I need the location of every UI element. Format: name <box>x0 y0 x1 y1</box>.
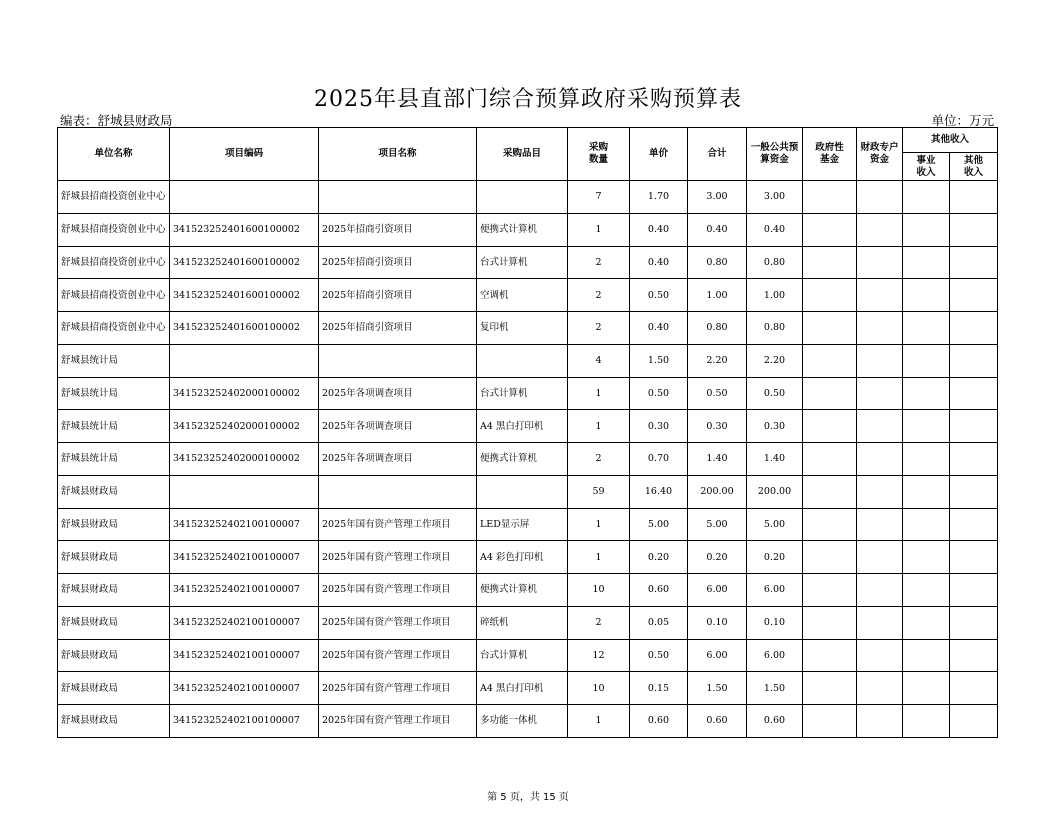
cell-business-income <box>903 508 950 541</box>
col-unit-price: 单价 <box>630 128 688 181</box>
cell-unit-price: 0.40 <box>630 312 688 345</box>
cell-gov-fund <box>803 541 857 574</box>
cell-other-income <box>950 246 998 279</box>
cell-gov-fund <box>803 181 857 214</box>
cell-business-income <box>903 672 950 705</box>
cell-general-budget: 0.80 <box>747 246 803 279</box>
cell-total: 6.00 <box>688 574 747 607</box>
cell-general-budget: 0.30 <box>747 410 803 443</box>
table-row <box>58 639 998 672</box>
cell-business-income <box>903 705 950 738</box>
table-row <box>58 508 998 541</box>
cell-special-account <box>857 541 903 574</box>
cell-project-name <box>319 181 477 214</box>
cell-special-account <box>857 344 903 377</box>
cell-gov-fund <box>803 574 857 607</box>
cell-project-name: 2025年招商引资项目 <box>319 312 477 345</box>
cell-unit-price: 0.60 <box>630 574 688 607</box>
cell-procurement-item: 便携式计算机 <box>477 213 568 246</box>
col-project-code: 项目编码 <box>170 128 319 181</box>
cell-project-name: 2025年招商引资项目 <box>319 213 477 246</box>
cell-total: 6.00 <box>688 639 747 672</box>
cell-total: 0.20 <box>688 541 747 574</box>
cell-special-account <box>857 508 903 541</box>
cell-total: 0.10 <box>688 606 747 639</box>
cell-unit-price: 0.40 <box>630 213 688 246</box>
cell-project-name: 2025年各项调查项目 <box>319 410 477 443</box>
cell-project-code: 341523252402000100002 <box>170 443 319 476</box>
cell-quantity: 1 <box>568 377 630 410</box>
cell-other-income <box>950 410 998 443</box>
cell-project-code: 341523252401600100002 <box>170 312 319 345</box>
cell-unit-price: 0.60 <box>630 705 688 738</box>
cell-project-name: 2025年国有资产管理工作项目 <box>319 639 477 672</box>
cell-special-account <box>857 246 903 279</box>
cell-total: 0.30 <box>688 410 747 443</box>
cell-gov-fund <box>803 377 857 410</box>
cell-gov-fund <box>803 312 857 345</box>
cell-procurement-item: LED显示屏 <box>477 508 568 541</box>
cell-quantity: 12 <box>568 639 630 672</box>
cell-business-income <box>903 312 950 345</box>
cell-unit-name: 舒城县财政局 <box>58 606 170 639</box>
cell-other-income <box>950 705 998 738</box>
col-business-income: 事业 收入 <box>903 153 950 181</box>
cell-other-income <box>950 344 998 377</box>
cell-business-income <box>903 410 950 443</box>
cell-unit-price: 0.50 <box>630 639 688 672</box>
cell-procurement-item: A4 黑白打印机 <box>477 410 568 443</box>
cell-project-code: 341523252402100100007 <box>170 639 319 672</box>
cell-procurement-item <box>477 181 568 214</box>
page-title: 2025年县直部门综合预算政府采购预算表 <box>314 87 742 112</box>
cell-total: 5.00 <box>688 508 747 541</box>
cell-procurement-item <box>477 475 568 508</box>
cell-project-name: 2025年招商引资项目 <box>319 279 477 312</box>
cell-gov-fund <box>803 639 857 672</box>
cell-unit-price: 1.50 <box>630 344 688 377</box>
cell-other-income <box>950 213 998 246</box>
table-row <box>58 279 998 312</box>
cell-project-code: 341523252402100100007 <box>170 705 319 738</box>
cell-business-income <box>903 344 950 377</box>
cell-procurement-item: 台式计算机 <box>477 639 568 672</box>
cell-procurement-item: 台式计算机 <box>477 377 568 410</box>
cell-other-income <box>950 672 998 705</box>
cell-gov-fund <box>803 443 857 476</box>
cell-unit-price: 1.70 <box>630 181 688 214</box>
cell-other-income <box>950 508 998 541</box>
cell-other-income <box>950 639 998 672</box>
cell-special-account <box>857 279 903 312</box>
table-row <box>58 410 998 443</box>
cell-unit-name: 舒城县财政局 <box>58 705 170 738</box>
cell-general-budget: 6.00 <box>747 574 803 607</box>
table-row <box>58 377 998 410</box>
cell-unit-name: 舒城县统计局 <box>58 410 170 443</box>
cell-project-code: 341523252401600100002 <box>170 279 319 312</box>
cell-project-name: 2025年各项调查项目 <box>319 443 477 476</box>
cell-total: 200.00 <box>688 475 747 508</box>
cell-project-code: 341523252401600100002 <box>170 213 319 246</box>
compiler-label: 编表：舒城县财政局 <box>60 113 173 128</box>
cell-unit-name: 舒城县财政局 <box>58 508 170 541</box>
cell-project-code: 341523252402100100007 <box>170 606 319 639</box>
cell-procurement-item: 碎纸机 <box>477 606 568 639</box>
cell-special-account <box>857 606 903 639</box>
cell-gov-fund <box>803 705 857 738</box>
cell-unit-name: 舒城县招商投资创业中心 <box>58 213 170 246</box>
cell-total: 1.00 <box>688 279 747 312</box>
cell-other-income <box>950 377 998 410</box>
cell-total: 2.20 <box>688 344 747 377</box>
cell-unit-price: 16.40 <box>630 475 688 508</box>
cell-quantity: 1 <box>568 541 630 574</box>
cell-procurement-item: 便携式计算机 <box>477 443 568 476</box>
col-procurement-item: 采购品目 <box>477 128 568 181</box>
cell-quantity: 7 <box>568 181 630 214</box>
cell-gov-fund <box>803 344 857 377</box>
cell-quantity: 1 <box>568 705 630 738</box>
cell-business-income <box>903 606 950 639</box>
cell-general-budget: 1.50 <box>747 672 803 705</box>
cell-gov-fund <box>803 475 857 508</box>
cell-quantity: 2 <box>568 312 630 345</box>
cell-special-account <box>857 672 903 705</box>
cell-gov-fund <box>803 672 857 705</box>
cell-unit-name: 舒城县财政局 <box>58 574 170 607</box>
cell-unit-price: 0.50 <box>630 279 688 312</box>
cell-procurement-item: 复印机 <box>477 312 568 345</box>
cell-total: 3.00 <box>688 181 747 214</box>
cell-project-name <box>319 344 477 377</box>
cell-project-code: 341523252402100100007 <box>170 508 319 541</box>
cell-project-name <box>319 475 477 508</box>
cell-total: 0.80 <box>688 312 747 345</box>
cell-project-name: 2025年招商引资项目 <box>319 246 477 279</box>
cell-business-income <box>903 639 950 672</box>
cell-special-account <box>857 181 903 214</box>
cell-procurement-item: 空调机 <box>477 279 568 312</box>
cell-other-income <box>950 181 998 214</box>
cell-project-code: 341523252401600100002 <box>170 246 319 279</box>
col-special-account: 财政专户 资金 <box>857 128 903 181</box>
cell-other-income <box>950 475 998 508</box>
cell-project-name: 2025年各项调查项目 <box>319 377 477 410</box>
cell-quantity: 2 <box>568 606 630 639</box>
cell-general-budget: 0.10 <box>747 606 803 639</box>
cell-procurement-item: A4 彩色打印机 <box>477 541 568 574</box>
cell-other-income <box>950 279 998 312</box>
cell-project-name: 2025年国有资产管理工作项目 <box>319 705 477 738</box>
col-other-other-income: 其他 收入 <box>950 153 998 181</box>
cell-procurement-item: 便携式计算机 <box>477 574 568 607</box>
cell-unit-price: 0.15 <box>630 672 688 705</box>
cell-project-name: 2025年国有资产管理工作项目 <box>319 606 477 639</box>
cell-gov-fund <box>803 508 857 541</box>
cell-gov-fund <box>803 279 857 312</box>
cell-unit-price: 0.70 <box>630 443 688 476</box>
cell-other-income <box>950 312 998 345</box>
cell-other-income <box>950 443 998 476</box>
cell-unit-name: 舒城县统计局 <box>58 344 170 377</box>
cell-business-income <box>903 246 950 279</box>
cell-total: 0.40 <box>688 213 747 246</box>
cell-business-income <box>903 213 950 246</box>
cell-total: 0.60 <box>688 705 747 738</box>
cell-unit-name: 舒城县招商投资创业中心 <box>58 312 170 345</box>
cell-business-income <box>903 541 950 574</box>
cell-unit-price: 0.20 <box>630 541 688 574</box>
cell-project-name: 2025年国有资产管理工作项目 <box>319 508 477 541</box>
cell-gov-fund <box>803 213 857 246</box>
cell-general-budget: 2.20 <box>747 344 803 377</box>
cell-general-budget: 0.80 <box>747 312 803 345</box>
table-row <box>58 213 998 246</box>
unit-label: 单位：万元 <box>931 113 994 128</box>
cell-project-code: 341523252402000100002 <box>170 377 319 410</box>
col-gov-fund: 政府性 基金 <box>803 128 857 181</box>
cell-business-income <box>903 181 950 214</box>
cell-procurement-item: A4 黑白打印机 <box>477 672 568 705</box>
cell-procurement-item: 多功能一体机 <box>477 705 568 738</box>
col-other-income: 其他收入 <box>903 128 998 153</box>
cell-general-budget: 0.40 <box>747 213 803 246</box>
cell-general-budget: 0.60 <box>747 705 803 738</box>
col-project-name: 项目名称 <box>319 128 477 181</box>
cell-quantity: 1 <box>568 213 630 246</box>
cell-gov-fund <box>803 410 857 443</box>
cell-special-account <box>857 574 903 607</box>
table-row <box>58 181 998 214</box>
col-unit-name: 单位名称 <box>58 128 170 181</box>
cell-total: 1.40 <box>688 443 747 476</box>
cell-project-code: 341523252402100100007 <box>170 574 319 607</box>
cell-special-account <box>857 443 903 476</box>
cell-project-name: 2025年国有资产管理工作项目 <box>319 574 477 607</box>
cell-project-code: 341523252402100100007 <box>170 672 319 705</box>
cell-special-account <box>857 213 903 246</box>
cell-quantity: 10 <box>568 574 630 607</box>
table-row <box>58 344 998 377</box>
cell-quantity: 1 <box>568 410 630 443</box>
table-row <box>58 606 998 639</box>
cell-project-code <box>170 344 319 377</box>
cell-general-budget: 5.00 <box>747 508 803 541</box>
cell-special-account <box>857 410 903 443</box>
table-row <box>58 672 998 705</box>
cell-special-account <box>857 639 903 672</box>
cell-project-name: 2025年国有资产管理工作项目 <box>319 541 477 574</box>
col-total: 合计 <box>688 128 747 181</box>
cell-general-budget: 0.20 <box>747 541 803 574</box>
cell-general-budget: 200.00 <box>747 475 803 508</box>
cell-total: 0.50 <box>688 377 747 410</box>
cell-total: 1.50 <box>688 672 747 705</box>
cell-quantity: 2 <box>568 443 630 476</box>
cell-unit-name: 舒城县财政局 <box>58 475 170 508</box>
cell-business-income <box>903 574 950 607</box>
cell-project-code: 341523252402000100002 <box>170 410 319 443</box>
page-footer: 第 5 页，共 15 页 <box>487 792 569 803</box>
cell-quantity: 10 <box>568 672 630 705</box>
cell-business-income <box>903 443 950 476</box>
cell-other-income <box>950 574 998 607</box>
cell-unit-name: 舒城县招商投资创业中心 <box>58 279 170 312</box>
cell-unit-price: 0.50 <box>630 377 688 410</box>
cell-unit-name: 舒城县统计局 <box>58 377 170 410</box>
cell-unit-name: 舒城县财政局 <box>58 672 170 705</box>
cell-project-name: 2025年国有资产管理工作项目 <box>319 672 477 705</box>
cell-unit-name: 舒城县财政局 <box>58 639 170 672</box>
cell-unit-name: 舒城县招商投资创业中心 <box>58 246 170 279</box>
table-row <box>58 541 998 574</box>
table-row <box>58 246 998 279</box>
cell-quantity: 4 <box>568 344 630 377</box>
cell-project-code <box>170 475 319 508</box>
cell-other-income <box>950 541 998 574</box>
cell-total: 0.80 <box>688 246 747 279</box>
cell-project-code: 341523252402100100007 <box>170 541 319 574</box>
cell-general-budget: 3.00 <box>747 181 803 214</box>
cell-unit-price: 0.30 <box>630 410 688 443</box>
procurement-budget-table <box>57 127 998 738</box>
table-row <box>58 574 998 607</box>
cell-gov-fund <box>803 606 857 639</box>
cell-business-income <box>903 475 950 508</box>
cell-general-budget: 1.40 <box>747 443 803 476</box>
cell-unit-name: 舒城县统计局 <box>58 443 170 476</box>
table-row <box>58 705 998 738</box>
cell-quantity: 59 <box>568 475 630 508</box>
cell-project-code <box>170 181 319 214</box>
cell-special-account <box>857 705 903 738</box>
cell-general-budget: 0.50 <box>747 377 803 410</box>
header-row <box>58 128 998 153</box>
cell-procurement-item: 台式计算机 <box>477 246 568 279</box>
cell-business-income <box>903 377 950 410</box>
cell-special-account <box>857 312 903 345</box>
table-row <box>58 443 998 476</box>
cell-quantity: 2 <box>568 246 630 279</box>
cell-unit-name: 舒城县招商投资创业中心 <box>58 181 170 214</box>
cell-gov-fund <box>803 246 857 279</box>
cell-quantity: 2 <box>568 279 630 312</box>
cell-unit-price: 0.05 <box>630 606 688 639</box>
cell-general-budget: 6.00 <box>747 639 803 672</box>
cell-special-account <box>857 377 903 410</box>
cell-unit-price: 0.40 <box>630 246 688 279</box>
cell-quantity: 1 <box>568 508 630 541</box>
cell-business-income <box>903 279 950 312</box>
table-row <box>58 312 998 345</box>
col-quantity: 采购 数量 <box>568 128 630 181</box>
cell-other-income <box>950 606 998 639</box>
col-general-budget: 一般公共预 算资金 <box>747 128 803 181</box>
cell-procurement-item <box>477 344 568 377</box>
cell-general-budget: 1.00 <box>747 279 803 312</box>
table-row <box>58 475 998 508</box>
cell-unit-name: 舒城县财政局 <box>58 541 170 574</box>
cell-unit-price: 5.00 <box>630 508 688 541</box>
cell-special-account <box>857 475 903 508</box>
